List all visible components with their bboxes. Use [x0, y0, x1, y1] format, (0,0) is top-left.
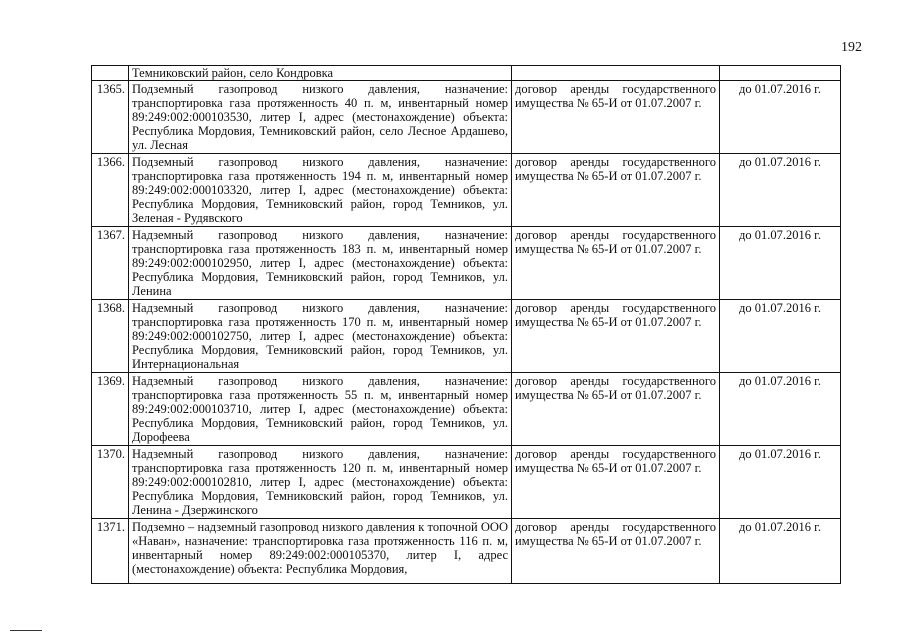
page-number: 192 [841, 40, 862, 55]
description-cell: Темниковский район, село Кондровка [129, 66, 512, 81]
registry-table [91, 65, 841, 584]
term-cell: до 01.07.2016 г. [720, 300, 841, 373]
term-cell: до 01.07.2016 г. [720, 446, 841, 519]
row-number-cell: 1365. [92, 81, 129, 154]
term-cell [720, 66, 841, 81]
table-row [92, 373, 841, 446]
description-cell: Надземный газопровод низкого давления, назначение: транспортировка газа протяженность 170 п. м, инвентарный номер 89:249:002:000102750, литер I, адрес (местонахождение) объекта: Республика Мордовия, Темниковский район, город Темников, ул. Интернациональная [129, 300, 512, 373]
description-cell: Надземный газопровод низкого давления, назначение: транспортировка газа протяженность 55 п. м, инвентарный номер 89:249:002:000103710, литер I, адрес (местонахождение) объекта: Республика Мордовия, Темниковский район, город Темников, ул. Дорофеева [129, 373, 512, 446]
basis-cell: договор аренды государственного имущества № 65-И от 01.07.2007 г. [512, 227, 720, 300]
table-row [92, 227, 841, 300]
basis-cell: договор аренды государственного имущества № 65-И от 01.07.2007 г. [512, 519, 720, 584]
description-cell: Надземный газопровод низкого давления, назначение: транспортировка газа протяженность 120 п. м, инвентарный номер 89:249:002:000102810, литер I, адрес (местонахождение) объекта: Республика Мордовия, Темниковский район, город Темников, ул. Ленина - Дзержинского [129, 446, 512, 519]
row-number-cell [92, 66, 129, 81]
basis-cell: договор аренды государственного имущества № 65-И от 01.07.2007 г. [512, 300, 720, 373]
table-row [92, 519, 841, 584]
row-number-cell: 1371. [92, 519, 129, 584]
row-number-cell: 1366. [92, 154, 129, 227]
row-number-cell: 1370. [92, 446, 129, 519]
table-row [92, 300, 841, 373]
table-row [92, 154, 841, 227]
description-cell: Подземный газопровод низкого давления, назначение: транспортировка газа протяженность 194 п. м, инвентарный номер 89:249:002:000103320, литер I, адрес (местонахождение) объекта: Республика Мордовия, Темниковский район, город Темников, ул. Зеленая - Рудявского [129, 154, 512, 227]
term-cell: до 01.07.2016 г. [720, 81, 841, 154]
row-number-cell: 1368. [92, 300, 129, 373]
term-cell: до 01.07.2016 г. [720, 373, 841, 446]
description-cell: Подземно – надземный газопровод низкого давления к топочной ООО «Наван», назначение: транспортировка газа протяженность 116 п. м, инвентарный номер 89:249:002:000105370, литер I, адрес (местонахождение) объекта: Республика Мордовия, [129, 519, 512, 584]
table-row [92, 446, 841, 519]
basis-cell [512, 66, 720, 81]
term-cell: до 01.07.2016 г. [720, 227, 841, 300]
basis-cell: договор аренды государственного имущества № 65-И от 01.07.2007 г. [512, 373, 720, 446]
description-cell: Подземный газопровод низкого давления, назначение: транспортировка газа протяженность 40 п. м, инвентарный номер 89:249:002:000103530, литер I, адрес (местонахождение) объекта: Республика Мордовия, Темниковский район, село Лесное Ардашево, ул. Лесная [129, 81, 512, 154]
footnote-divider [10, 630, 42, 631]
basis-cell: договор аренды государственного имущества № 65-И от 01.07.2007 г. [512, 81, 720, 154]
table-row [92, 81, 841, 154]
continuation-row [92, 66, 841, 81]
basis-cell: договор аренды государственного имущества № 65-И от 01.07.2007 г. [512, 154, 720, 227]
description-cell: Надземный газопровод низкого давления, назначение: транспортировка газа протяженность 183 п. м, инвентарный номер 89:249:002:000102950, литер I, адрес (местонахождение) объекта: Республика Мордовия, Темниковский район, город Темников, ул. Ленина [129, 227, 512, 300]
row-number-cell: 1369. [92, 373, 129, 446]
row-number-cell: 1367. [92, 227, 129, 300]
basis-cell: договор аренды государственного имущества № 65-И от 01.07.2007 г. [512, 446, 720, 519]
term-cell: до 01.07.2016 г. [720, 154, 841, 227]
term-cell: до 01.07.2016 г. [720, 519, 841, 584]
